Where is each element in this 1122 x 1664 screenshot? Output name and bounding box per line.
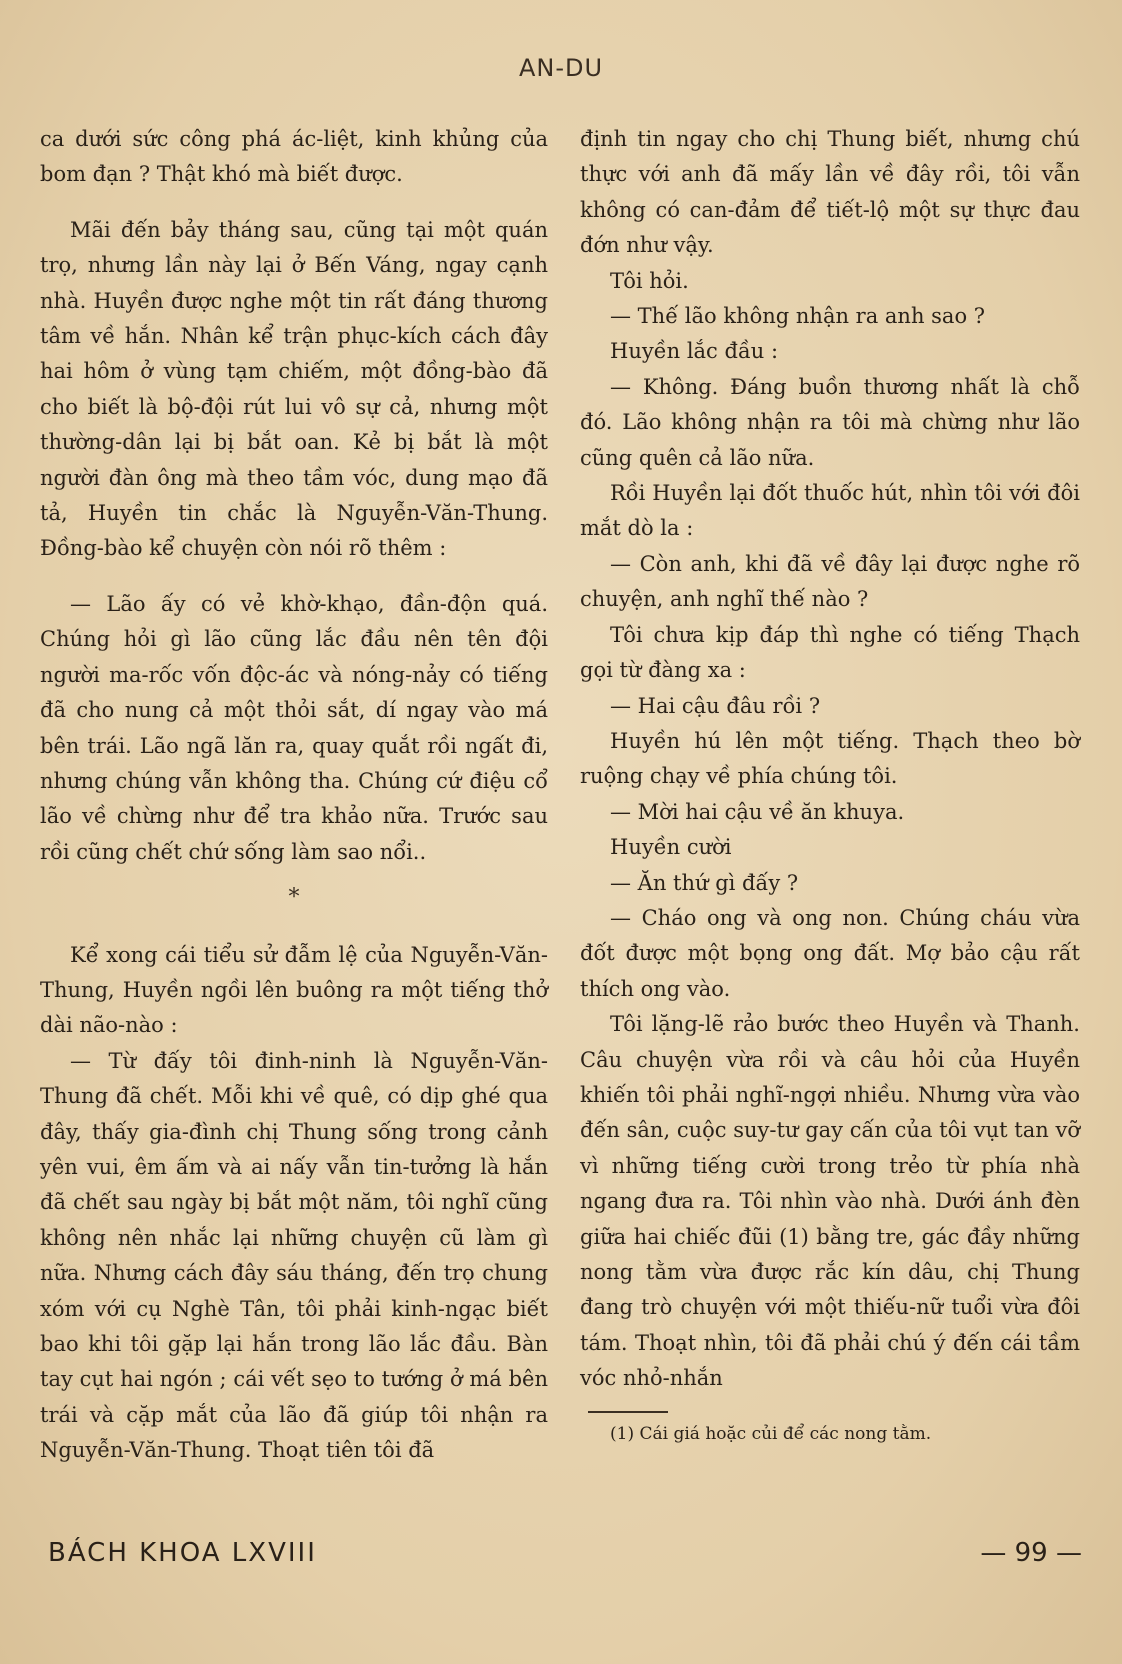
paragraph: — Lão ấy có vẻ khờ-khạo, đần-độn quá. Chúng hỏi gì lão cũng lắc đầu nên tên đội người ma-rốc vốn độc-ác và nóng-nảy có tiếng đã cho nung cả một thỏi sắt, dí ngay vào má bên trái. Lão ngã lăn ra, quay quắt rồi ngất đi, nhưng chúng vẫn không tha. Chúng cứ điệu cổ lão về chừng như để tra khảo nữa. Trước sau rồi cũng chết chứ sống làm sao nổi.. <box>40 591 548 864</box>
dialogue-line: — Mời hai cậu về ăn khuya. <box>610 799 905 824</box>
dialogue-line: — Cháo ong và ong non. Chúng cháu vừa đốt được một bọng ong đất. Mợ bảo cậu rất thích ong vào. <box>580 905 1080 1001</box>
dialogue-line: — Còn anh, khi đã về đây lại được nghe rõ chuyện, anh nghĩ thế nào ? <box>580 551 1080 612</box>
paragraph: Tôi hỏi. <box>610 268 689 293</box>
paragraph: Huyền hú lên một tiếng. Thạch theo bờ ruộng chạy về phía chúng tôi. <box>580 728 1080 789</box>
page-number: — 99 — <box>980 1538 1082 1568</box>
paragraph: Rồi Huyền lại đốt thuốc hút, nhìn tôi với đôi mắt dò la : <box>580 481 1080 541</box>
paragraph: Kể xong cái tiểu sử đẫm lệ của Nguyễn-Văn-Thung, Huyền ngồi lên buông ra một tiếng thở dài não-nào : <box>40 942 548 1038</box>
left-column <box>40 122 548 1469</box>
paragraph: ca dưới sức công phá ác-liệt, kinh khủng của bom đạn ? Thật khó mà biết được. <box>40 127 548 187</box>
paragraph: định tin ngay cho chị Thung biết, nhưng chú thực với anh đã mấy lần về đây rồi, tôi vẫn không có can-đảm để tiết-lộ một sự thực đau đớn như vậy. <box>580 127 1080 258</box>
paragraph: Huyền lắc đầu : <box>610 339 779 364</box>
paragraph: Mãi đến bảy tháng sau, cũng tại một quán trọ, nhưng lần này lại ở Bến Váng, ngay cạnh nhà. Huyền được nghe một tin rất đáng thương tâm về hắn. Nhân kể trận phục-kích cách đây hai hôm ở vùng tạm chiếm, một đồng-bào đã cho biết là bộ-đội rút lui vô sự cả, nhưng một thường-dân lại bị bắt oan. Kẻ bị bắt là một người đàn ông mà theo tầm vóc, dung mạo đã tả, Huyền tin chắc là Nguyễn-Văn-Thung. Đồng-bào kể chuyện còn nói rõ thêm : <box>40 217 548 561</box>
magazine-footer: BÁCH KHOA LXVIII <box>48 1538 317 1568</box>
footnote: (1) Cái giá hoặc củi để các nong tằm. <box>610 1423 932 1444</box>
paragraph: Tôi lặng-lẽ rảo bước theo Huyền và Thanh. Câu chuyện vừa rồi và câu hỏi của Huyền khiến tôi phải nghĩ-ngợi nhiều. Nhưng vừa vào đến sân, cuộc suy-tư gay cấn của tôi vụt tan vỡ vì những tiếng cười trong trẻo từ phía nhà ngang đưa ra. Tôi nhìn vào nhà. Dưới ánh đèn giữa hai chiếc đũi (1) bằng tre, gác đầy những nong tằm vừa được rắc kín dâu, chị Thung đang trò chuyện với một thiếu-nữ tuổi vừa đôi tám. Thoạt nhìn, tôi đã phải chú ý đến cái tầm vóc nhỏ-nhắn <box>580 1012 1080 1391</box>
dialogue-line: — Không. Đáng buồn thương nhất là chỗ đó. Lão không nhận ra tôi mà chừng như lão cũng quên cả lão nữa. <box>580 374 1080 470</box>
dialogue-line: — Ăn thứ gì đấy ? <box>610 870 799 895</box>
footnote-rule <box>588 1411 668 1413</box>
paragraph: — Từ đấy tôi đinh-ninh là Nguyễn-Văn-Thung đã chết. Mỗi khi về quê, có dịp ghé qua đây, thấy gia-đình chị Thung sống trong cảnh yên vui, êm ấm và ai nấy vẫn tin-tưởng là hắn đã chết sau ngày bị bắt một năm, tôi nghĩ cũng không nên nhắc lại những chuyện cũ làm gì nữa. Nhưng cách đây sáu tháng, đến trọ chung xóm với cụ Nghè Tân, tôi phải kinh-ngạc biết bao khi tôi gặp lại hắn trong lão lắc đầu. Bàn tay cụt hai ngón ; cái vết sẹo to tướng ở má bên trái và cặp mắt của lão đã giúp tôi nhận ra Nguyễn-Văn-Thung. Thoạt tiên tôi đã <box>40 1048 548 1463</box>
paragraph: Huyền cười <box>610 835 732 860</box>
section-separator: * <box>288 885 300 911</box>
dialogue-line: — Thế lão không nhận ra anh sao ? <box>610 304 986 329</box>
right-column <box>580 122 1080 1447</box>
paragraph: Tôi chưa kịp đáp thì nghe có tiếng Thạch gọi từ đàng xa : <box>580 622 1080 683</box>
running-title: AN-DU <box>518 54 604 82</box>
dialogue-line: — Hai cậu đâu rồi ? <box>610 693 821 718</box>
